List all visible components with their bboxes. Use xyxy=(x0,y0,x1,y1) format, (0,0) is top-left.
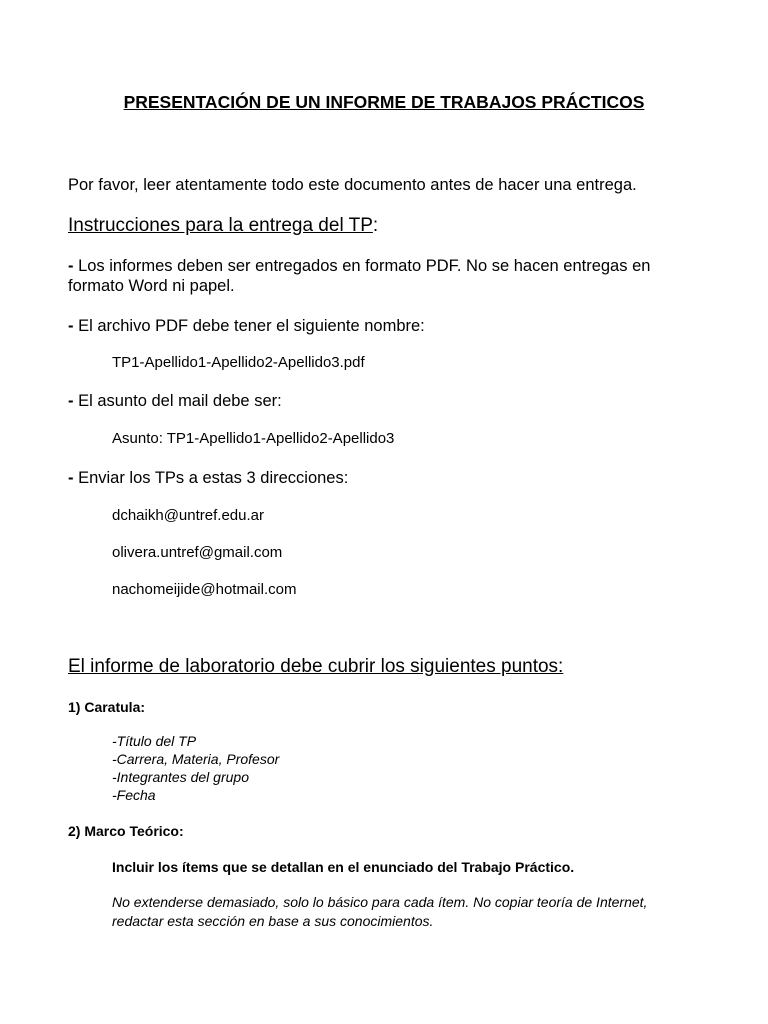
instructions-heading xyxy=(68,215,378,237)
report-heading: El informe de laboratorio debe cubrir los siguientes puntos: xyxy=(68,656,564,677)
subject-example: Asunto: TP1-Apellido1-Apellido2-Apellido3 xyxy=(112,430,395,447)
instructions-heading-text: Instrucciones para la entrega del TP xyxy=(68,215,373,236)
bullet-dash: - xyxy=(68,392,74,410)
section-2-italic-line-1: No extenderse demasiado, solo lo básico para cada ítem. No copiar teoría de Internet, xyxy=(112,894,648,910)
instruction-item-2-text: El archivo PDF debe tener el siguiente nombre: xyxy=(73,317,425,335)
instructions-heading-suffix: : xyxy=(372,215,379,236)
email-address: nachomeijide@hotmail.com xyxy=(112,581,297,598)
intro-text: Por favor, leer atentamente todo este documento antes de hacer una entrega. xyxy=(68,176,637,194)
bullet-dash: - xyxy=(68,469,74,487)
instruction-item-4 xyxy=(68,469,348,488)
section-2-italic-line-2: redactar esta sección en base a sus conocimientos. xyxy=(112,913,434,929)
instruction-item-1 xyxy=(68,257,650,276)
instruction-item-1-line1: Los informes deben ser entregados en formato PDF. No se hacen entregas en xyxy=(73,257,651,275)
caratula-item: -Fecha xyxy=(112,787,156,803)
section-2-title: 2) Marco Teórico: xyxy=(68,823,184,839)
email-address: dchaikh@untref.edu.ar xyxy=(112,507,264,524)
section-1-title: 1) Caratula: xyxy=(68,699,146,715)
instruction-item-3 xyxy=(68,392,282,411)
instruction-item-2 xyxy=(68,317,425,336)
bullet-dash: - xyxy=(68,257,74,275)
instruction-item-3-text: El asunto del mail debe ser: xyxy=(73,392,282,410)
email-address: olivera.untref@gmail.com xyxy=(112,544,283,561)
filename-example: TP1-Apellido1-Apellido2-Apellido3.pdf xyxy=(112,354,365,371)
caratula-item: -Título del TP xyxy=(112,733,197,749)
instruction-item-4-text: Enviar los TPs a estas 3 direcciones: xyxy=(73,469,349,487)
instruction-item-1-line2: formato Word ni papel. xyxy=(68,277,235,295)
caratula-item: -Carrera, Materia, Profesor xyxy=(112,751,280,767)
section-2-bold-text: Incluir los ítems que se detallan en el enunciado del Trabajo Práctico. xyxy=(112,859,575,875)
bullet-dash: - xyxy=(68,317,74,335)
document-title: PRESENTACIÓN DE UN INFORME DE TRABAJOS PRÁCTICOS xyxy=(123,92,645,112)
caratula-item: -Integrantes del grupo xyxy=(112,769,249,785)
